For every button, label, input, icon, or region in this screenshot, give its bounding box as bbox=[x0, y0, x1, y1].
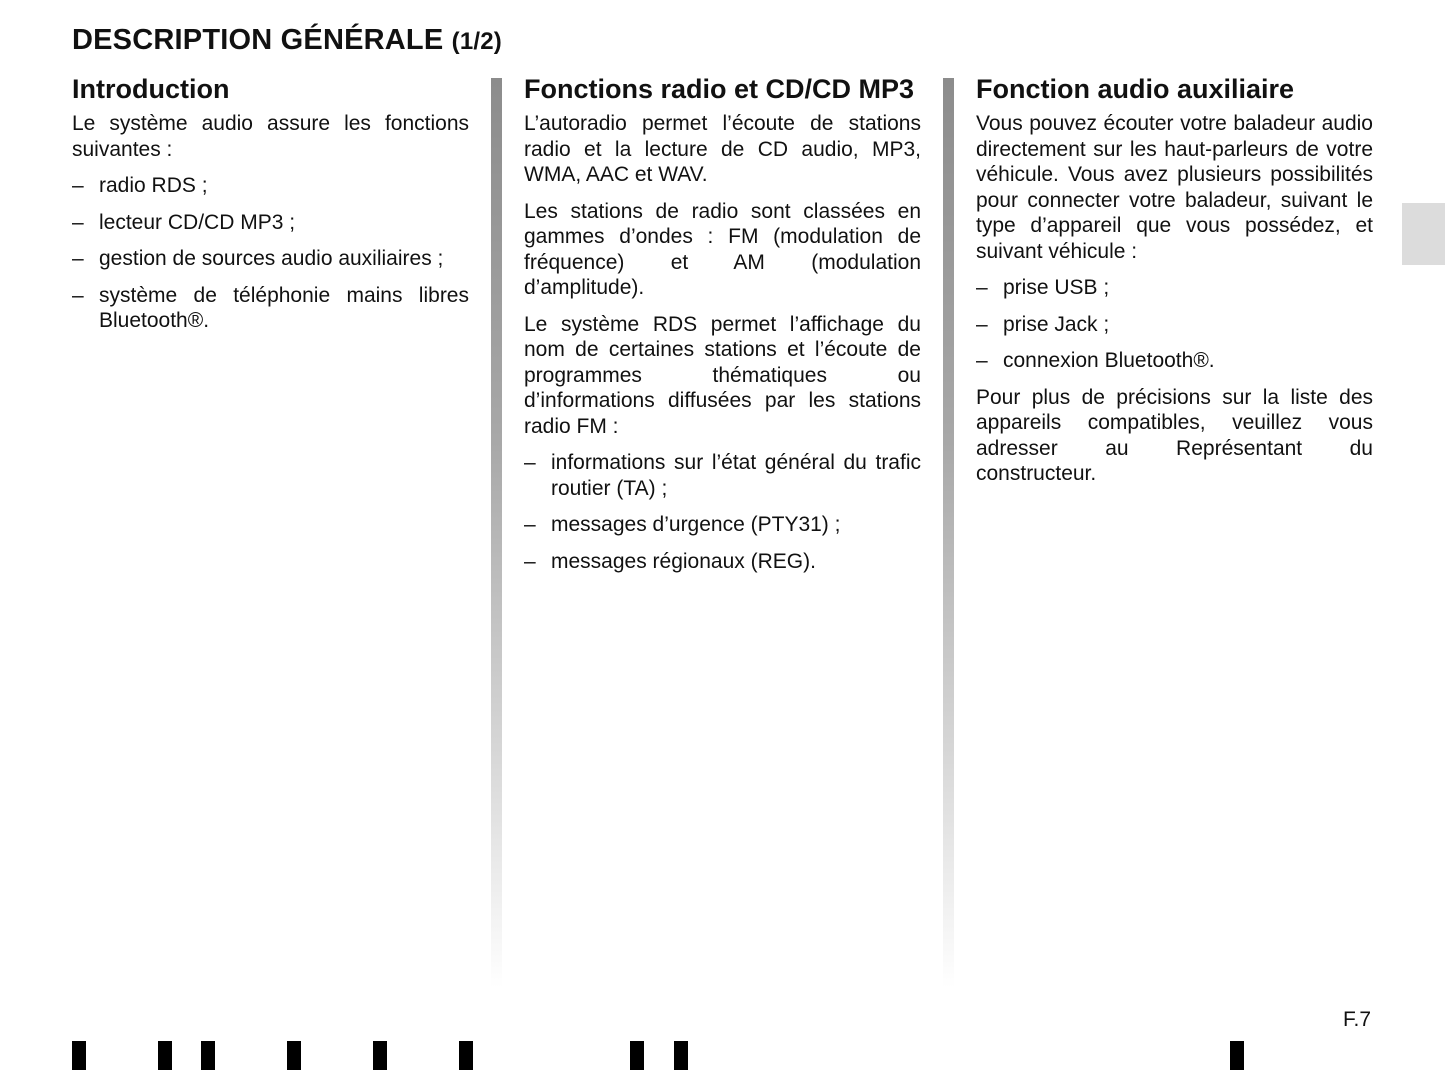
paragraph: Vous pouvez écouter votre baladeur audio directement sur les haut-parleurs de votre véhicule. Vous avez plusieurs possibilités pour connecter votre baladeur, suivant le type d’appareil que vous possédez, et suivant véhicule : bbox=[976, 112, 1373, 263]
dash-marker: – bbox=[976, 349, 988, 372]
dash-marker: – bbox=[524, 549, 536, 573]
list-item-text: prise Jack ; bbox=[1003, 312, 1110, 336]
registration-mark bbox=[373, 1041, 387, 1070]
paragraph: Le système audio assure les fonctions suivantes : bbox=[72, 112, 469, 161]
dash-marker: – bbox=[72, 210, 84, 234]
dash-marker: – bbox=[72, 247, 84, 270]
column-introduction bbox=[72, 74, 469, 345]
paragraph: Le système RDS permet l’affichage du nom de certaines stations et l’écoute de programmes thématiques ou d’informations diffusées par les stations radio FM : bbox=[524, 312, 921, 438]
list-item bbox=[524, 512, 921, 538]
list-item-text: prise USB ; bbox=[1003, 276, 1110, 299]
dash-marker: – bbox=[524, 451, 536, 474]
registration-mark bbox=[72, 1041, 86, 1070]
list-item bbox=[72, 210, 469, 236]
page-title bbox=[72, 24, 502, 57]
registration-mark bbox=[287, 1041, 301, 1070]
section-heading: Fonction audio auxiliaire bbox=[976, 74, 1295, 104]
dash-marker: – bbox=[524, 513, 536, 536]
list-item bbox=[976, 348, 1373, 374]
list-item bbox=[524, 549, 921, 575]
page-title-text: DESCRIPTION GÉNÉRALE bbox=[72, 24, 444, 56]
section-heading: Fonctions radio et CD/CD MP3 bbox=[524, 74, 915, 104]
list-item-text: connexion Bluetooth®. bbox=[1003, 349, 1215, 372]
paragraph: Pour plus de précisions sur la liste des appareils compatibles, veuillez vous adresser au Représentant du constructeur. bbox=[976, 385, 1373, 485]
list-item-text: informations sur l’état général du trafic routier (TA) ; bbox=[551, 451, 921, 500]
paragraph: Les stations de radio sont classées en gammes d’ondes : FM (modulation de fréquence) et AM (modulation d’amplitude). bbox=[524, 199, 921, 299]
list-item bbox=[524, 450, 921, 501]
registration-mark bbox=[459, 1041, 473, 1070]
list-item-text: gestion de sources audio auxiliaires ; bbox=[99, 247, 444, 270]
bullet-list bbox=[524, 450, 921, 574]
registration-mark bbox=[674, 1041, 688, 1070]
registration-mark bbox=[630, 1041, 644, 1070]
bullet-list bbox=[72, 173, 469, 334]
column-auxiliary-audio bbox=[976, 74, 1373, 498]
column-divider-right bbox=[943, 78, 954, 988]
bullet-list bbox=[976, 275, 1373, 374]
registration-mark bbox=[158, 1041, 172, 1070]
registration-mark bbox=[1230, 1041, 1244, 1070]
dash-marker: – bbox=[976, 312, 988, 336]
list-item-text: système de téléphonie mains libres Bluetooth®. bbox=[99, 283, 469, 332]
dash-marker: – bbox=[976, 276, 988, 299]
column-divider-left bbox=[491, 78, 502, 988]
page-title-part-indicator: (1/2) bbox=[451, 28, 502, 55]
list-item-text: messages d’urgence (PTY31) ; bbox=[551, 513, 841, 536]
chapter-tab bbox=[1402, 203, 1445, 265]
paragraph: L’autoradio permet l’écoute de stations radio et la lecture de CD audio, MP3, WMA, AAC et WAV. bbox=[524, 112, 921, 186]
dash-marker: – bbox=[72, 174, 84, 197]
list-item bbox=[976, 275, 1373, 301]
list-item bbox=[72, 246, 469, 272]
list-item-text: radio RDS ; bbox=[99, 174, 208, 197]
column-radio-cd bbox=[524, 74, 921, 585]
list-item bbox=[72, 283, 469, 334]
registration-mark bbox=[201, 1041, 215, 1070]
list-item-text: messages régionaux (REG). bbox=[551, 549, 816, 573]
section-heading: Introduction bbox=[72, 74, 230, 104]
list-item-text: lecteur CD/CD MP3 ; bbox=[99, 210, 296, 234]
dash-marker: – bbox=[72, 283, 84, 307]
page-number: F.7 bbox=[1343, 1008, 1372, 1031]
list-item bbox=[72, 173, 469, 199]
list-item bbox=[976, 312, 1373, 338]
